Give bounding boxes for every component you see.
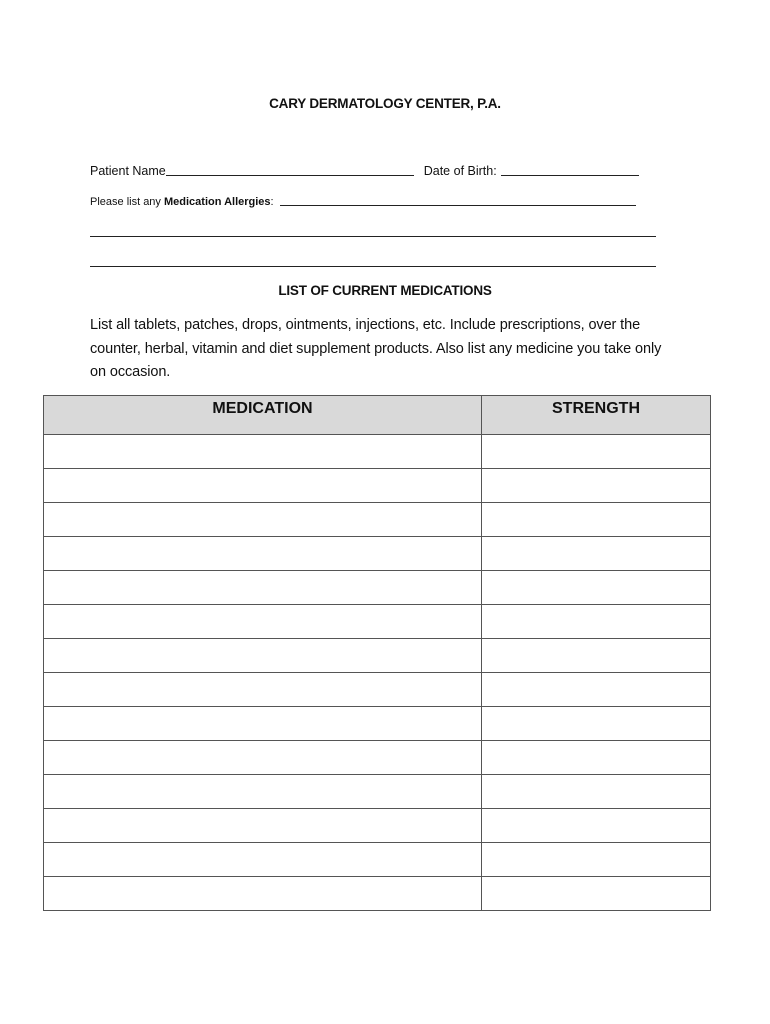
patient-name-field[interactable]	[166, 163, 414, 176]
dob-field[interactable]	[501, 163, 639, 176]
allergies-label: Medication Allergies	[163, 196, 271, 208]
table-row	[44, 775, 711, 809]
table-row	[44, 639, 711, 673]
table-row	[44, 843, 711, 877]
allergies-field[interactable]	[280, 193, 636, 206]
allergies-suffix: :	[270, 196, 274, 208]
medication-cell[interactable]	[44, 469, 482, 503]
table-row	[44, 707, 711, 741]
table-header-row	[44, 396, 711, 435]
table-row	[44, 741, 711, 775]
section-title: LIST OF CURRENT MEDICATIONS	[278, 283, 492, 298]
medication-cell[interactable]	[44, 537, 482, 571]
allergies-row	[90, 193, 660, 208]
strength-cell[interactable]	[482, 503, 711, 537]
table-row	[44, 571, 711, 605]
table-row	[44, 809, 711, 843]
column-header-medication: MEDICATION	[44, 396, 482, 435]
patient-info-row	[90, 163, 660, 178]
medication-cell[interactable]	[44, 843, 482, 877]
strength-cell[interactable]	[482, 707, 711, 741]
column-header-strength: STRENGTH	[482, 396, 711, 435]
table-row	[44, 877, 711, 911]
table-row	[44, 673, 711, 707]
medications-table	[43, 395, 711, 911]
allergies-prefix: Please list any	[90, 196, 164, 208]
table-row	[44, 537, 711, 571]
allergies-line-2[interactable]	[90, 236, 656, 237]
table-row	[44, 435, 711, 469]
instructions-text: List all tablets, patches, drops, ointments, injections, etc. Include prescriptions, over the counter, herbal, vitamin and diet supplement products. Also list any medicine you take only on occasion.	[90, 317, 662, 380]
medication-cell[interactable]	[44, 571, 482, 605]
table-row	[44, 469, 711, 503]
allergies-line-3[interactable]	[90, 266, 656, 267]
strength-cell[interactable]	[482, 571, 711, 605]
medication-cell[interactable]	[44, 877, 482, 911]
strength-cell[interactable]	[482, 843, 711, 877]
strength-cell[interactable]	[482, 741, 711, 775]
strength-cell[interactable]	[482, 605, 711, 639]
medication-cell[interactable]	[44, 673, 482, 707]
strength-cell[interactable]	[482, 435, 711, 469]
table-body	[44, 435, 711, 911]
medication-cell[interactable]	[44, 435, 482, 469]
dob-label: Date of Birth:	[423, 164, 497, 178]
strength-cell[interactable]	[482, 673, 711, 707]
table-row	[44, 605, 711, 639]
strength-cell[interactable]	[482, 809, 711, 843]
strength-cell[interactable]	[482, 775, 711, 809]
medication-cell[interactable]	[44, 775, 482, 809]
medication-cell[interactable]	[44, 707, 482, 741]
patient-name-label: Patient Name	[90, 164, 166, 178]
medication-cell[interactable]	[44, 503, 482, 537]
strength-cell[interactable]	[482, 537, 711, 571]
table-row	[44, 503, 711, 537]
strength-cell[interactable]	[482, 639, 711, 673]
medication-cell[interactable]	[44, 741, 482, 775]
page-title: CARY DERMATOLOGY CENTER, P.A.	[269, 96, 501, 111]
medication-cell[interactable]	[44, 605, 482, 639]
medication-cell[interactable]	[44, 809, 482, 843]
strength-cell[interactable]	[482, 469, 711, 503]
strength-cell[interactable]	[482, 877, 711, 911]
medication-cell[interactable]	[44, 639, 482, 673]
